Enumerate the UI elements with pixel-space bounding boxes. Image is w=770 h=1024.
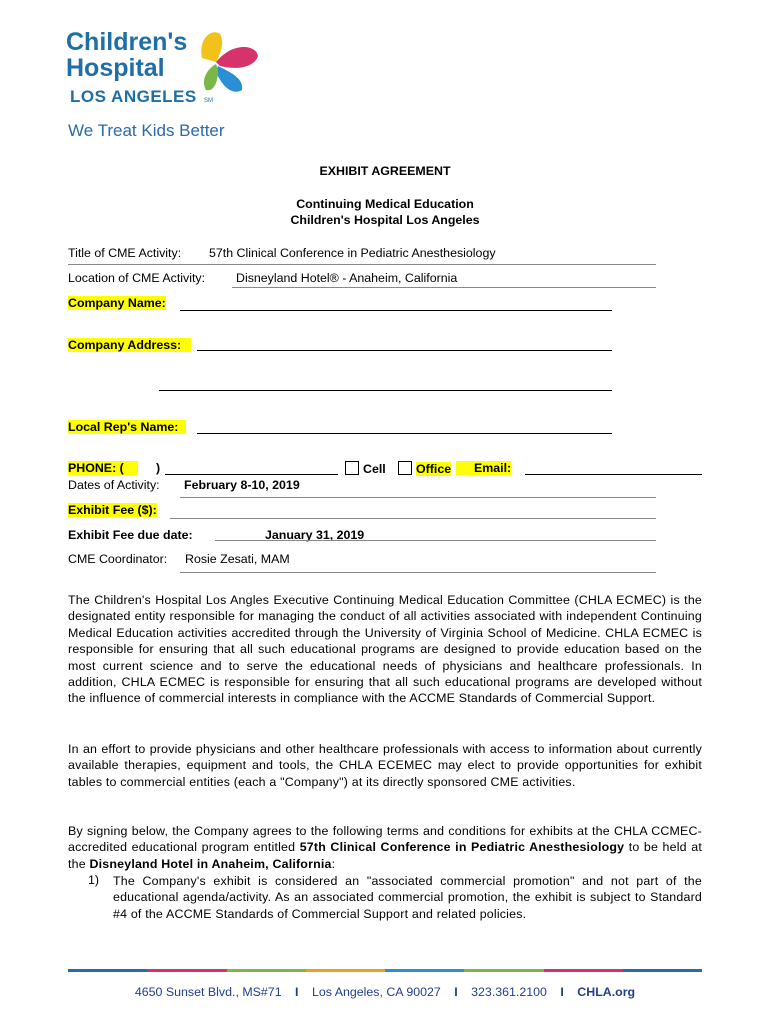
fee-due-value[interactable]: January 31, 2019 [265,528,365,542]
logo-sm-mark: SM [204,98,213,104]
cell-label: Cell [363,462,386,476]
footer-phone[interactable]: 323.361.2100 [471,985,547,999]
company-address-label [68,338,191,352]
footer-bar-segment [147,969,226,972]
activity-title-underline [68,264,656,265]
paragraph-ecmec: The Children's Hospital Los Angles Executive Continuing Medical Education Committee (CHLA ECMEC) is the designated entity responsible for managing the conduct of all activities associated with independent Continuing Medical Education activities accredited through the University of Virginia School of Medicine. CHLA ECMEC is responsible for ensuring that all such educational programs are designed to provide education based on the most current science and to serve the educational needs of physicians and healthcare professionals. In addition, CHLA ECMEC is responsible for ensuring that all such educational programs are developed without the influence of commercial interests in compliance with the ACCME Standards of Commercial Support. [68,593,702,706]
company-address-label-text: Company Address: [68,338,191,352]
company-name-label [68,296,166,310]
fee-due-underline [215,540,656,541]
paragraph-exhibit-opportunity: In an effort to provide physicians and other healthcare professionals with access to information about currently available therapies, equipment and tools, the CHLA ECEMEC may elect to provide opportunities for exhibit tables to commercial entities (each a "Company") at its directly sponsored CME activities. [68,742,702,789]
terms-item-1 [88,873,702,922]
terms-intro-text-2: to be held at the [68,840,702,871]
footer-bar-segment [385,969,464,972]
footer-bar-segment [544,969,623,972]
office-checkbox[interactable] [398,461,412,475]
footer-separator: I [295,985,299,999]
terms-program-name: 57th Clinical Conference in Pediatric Anesthesiology [299,840,625,855]
exhibit-fee-label [68,503,157,517]
dates-value[interactable]: February 8-10, 2019 [184,478,300,492]
local-rep-label-text: Local Rep's Name: [68,420,186,434]
company-address-field-2[interactable] [159,390,612,391]
footer-website-link[interactable]: CHLA.org [577,985,636,999]
fee-due-label: Exhibit Fee due date: [68,528,193,542]
activity-title-value[interactable]: 57th Clinical Conference in Pediatric Anesthesiology [209,246,496,260]
terms-intro-text: By signing below, the Company agrees to the following terms and conditions for exhibits at the CHLA CCMEC-accredited educational program entitled [68,824,702,855]
office-label: Office [416,462,452,476]
phone-field[interactable] [165,474,338,475]
company-address-field-1[interactable] [197,350,612,351]
logo-tagline: We Treat Kids Better [68,121,225,140]
company-name-label-text: Company Name: [68,296,166,310]
paragraph-terms-intro [68,823,702,872]
footer-bar-segment [68,969,147,972]
footer-bar-segment [623,969,702,972]
footer-color-bar [68,969,702,972]
terms-item-1-text: The Company's exhibit is considered an "associated commercial promotion" and not part of the educational agenda/activity. As an associated commercial promotion, the exhibit is subject to Standard #4 of the ACCME Standards of Commercial Support and related policies. [113,874,702,921]
email-label-text: Email: [456,461,511,475]
dates-label: Dates of Activity: [68,478,160,492]
terms-colon: : [331,856,336,871]
phone-label [68,461,138,475]
dates-underline [180,497,656,498]
phone-label-text: PHONE: [68,461,117,475]
exhibit-fee-label-text: Exhibit Fee ($): [68,503,157,517]
local-rep-label [68,420,186,434]
document-subtitle-1: Continuing Medical Education [296,197,474,211]
footer-separator: I [560,985,564,999]
footer-address: 4650 Sunset Blvd., MS#71 [134,985,282,999]
email-field[interactable] [525,474,702,475]
footer-bar-segment [464,969,543,972]
coordinator-label: CME Coordinator: [68,552,168,566]
logo-line-2: Hospital [66,54,165,82]
footer-bar-segment [306,969,385,972]
terms-venue: Disneyland Hotel in Anaheim, California [89,856,332,871]
logo [66,28,246,143]
footer-city: Los Angeles, CA 90027 [311,985,441,999]
location-label: Location of CME Activity: [68,271,206,285]
location-value[interactable]: Disneyland Hotel® - Anaheim, California [236,271,458,285]
footer-separator: I [454,985,458,999]
local-rep-field[interactable] [197,433,612,434]
document-subtitle-2: Children's Hospital Los Angeles [290,213,480,227]
logo-line-3: LOS ANGELES [70,87,197,106]
terms-item-1-number: 1) [88,873,100,887]
logo-line-1: Children's [66,28,188,56]
company-name-field[interactable] [180,310,612,311]
office-option[interactable] [398,461,451,476]
location-underline [232,287,656,288]
coordinator-value[interactable]: Rosie Zesati, MAM [185,552,290,566]
footer-bar-segment [227,969,306,972]
coordinator-underline [180,572,656,573]
butterfly-icon [192,28,264,98]
phone-paren-open: ( [119,461,124,475]
cell-option[interactable] [345,461,386,476]
email-label [456,461,511,475]
document-title: EXHIBIT AGREEMENT [319,164,451,178]
footer-contact [0,985,770,999]
phone-row [68,461,708,475]
activity-title-label: Title of CME Activity: [68,246,182,260]
cell-checkbox[interactable] [345,461,359,475]
exhibit-fee-field[interactable] [170,518,656,519]
phone-paren-close: ) [156,461,161,475]
